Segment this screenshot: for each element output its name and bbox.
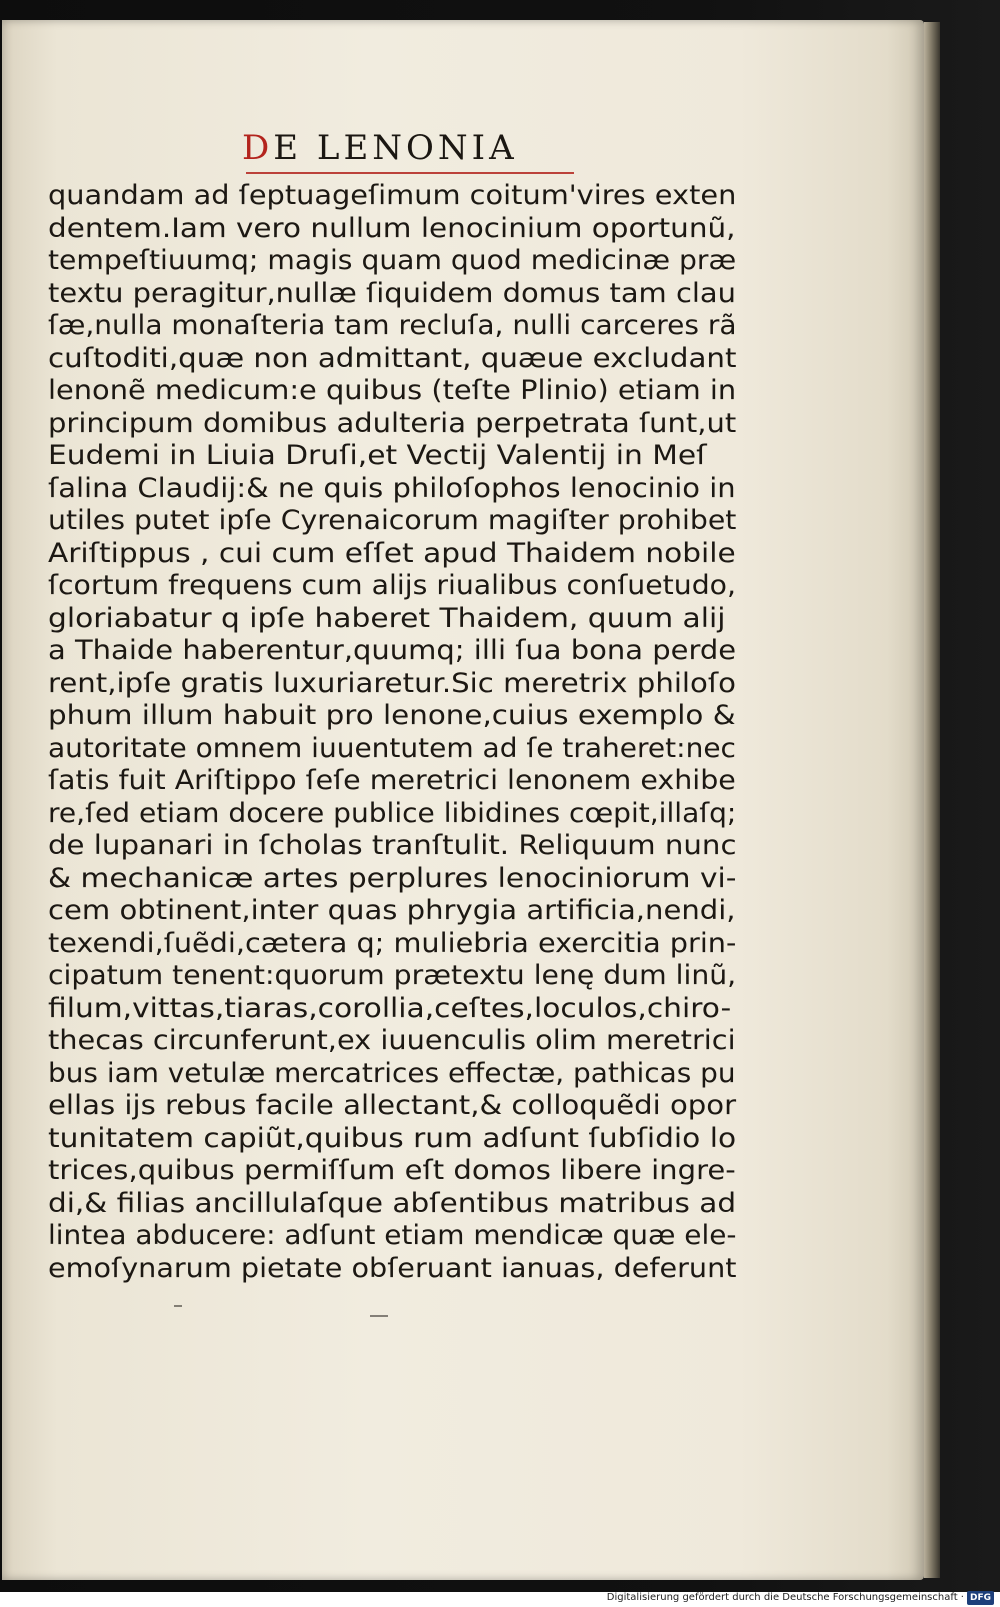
running-head-text: E LENONIA <box>273 128 518 168</box>
text-line: a Thaide haberentur,quumq; illi ſua bona perde <box>48 635 737 666</box>
ink-mark <box>370 1315 388 1317</box>
text-line: phum illum habuit pro lenone,cuius exemplo & <box>48 700 736 731</box>
text-line: quandam ad ſeptuageſimum coitum'vires exten <box>48 180 737 211</box>
text-line: textu peragitur,nullæ ſiquidem domus tam clau <box>48 277 736 309</box>
text-line: thecas circunferunt,ex iuuenculis olim meretrici <box>48 1025 736 1056</box>
text-line: tempeſtiuumq; magis quam quod medicinæ præ <box>48 245 737 276</box>
text-line: & mechanicæ artes perplures lenociniorum vi- <box>48 862 737 894</box>
text-line: cipatum tenent:quorum prætextu lenę dum linũ, <box>48 960 737 991</box>
text-line: ſcortum frequens cum alijs riualibus conſuetudo, <box>48 570 736 601</box>
text-line: autoritate omnem iuuentutem ad ſe traheret:nec <box>48 732 736 764</box>
text-line: di,& filias ancillulaſque abſentibus matribus ad <box>48 1187 737 1219</box>
text-line: rent,ipſe gratis luxuriaretur.Sic meretrix philoſo <box>48 667 736 699</box>
text-line: trices,quibus permiſſum eſt domos libere ingre- <box>48 1155 736 1186</box>
text-line: ſæ,nulla monaſteria tam recluſa, nulli carceres rã <box>48 310 737 341</box>
text-line: lintea abducere: adſunt etiam mendicæ quæ ele- <box>48 1220 737 1251</box>
page-edge <box>924 22 940 1578</box>
ink-mark <box>174 1305 182 1307</box>
text-line: ſatis fuit Ariſtippo ſeſe meretrici lenonem exhibe <box>48 765 736 796</box>
text-line: Ariſtippus , cui cum eſſet apud Thaidem nobile <box>48 537 736 569</box>
text-line: Eudemi in Liuia Druſi,et Vectij Valentij in Meſ <box>48 440 707 471</box>
dfg-logo: DFG <box>967 1591 994 1605</box>
credit-text: Digitalisierung gefördert durch die Deutsche Forschungsgemeinschaft · <box>606 1592 964 1603</box>
text-line: bus iam vetulæ mercatrices effectæ, pathicas pu <box>48 1057 736 1089</box>
text-line: principum domibus adulteria perpetrata ſunt,ut <box>48 407 737 439</box>
text-line: texendi,ſuẽdi,cætera q; muliebria exercitia prin- <box>48 927 737 959</box>
text-line: utiles putet ipſe Cyrenaicorum magiſter prohibet <box>48 505 737 536</box>
text-line: cem obtinent,inter quas phrygia artificia,nendi, <box>48 895 736 926</box>
text-line: lenonẽ medicum:e quibus (teſte Plinio) etiam in <box>48 375 737 406</box>
running-head <box>242 128 602 178</box>
text-line: cuſtoditi,quæ non admittant, quæue excludant <box>48 342 737 374</box>
text-line: gloriabatur q ipſe haberet Thaidem, quum alij <box>48 602 726 634</box>
text-line: ellas ijs rebus facile allectant,& colloquẽdi opor <box>48 1090 737 1121</box>
text-line: emoſynarum pietate obſeruant ianuas, deferunt <box>48 1252 737 1284</box>
text-line: tunitatem capiũt,quibus rum adſunt ſubſidio lo <box>48 1122 737 1154</box>
digitization-credit <box>607 1591 994 1605</box>
text-line: re,ſed etiam docere publice libidines cœpit,illaſq; <box>48 797 737 829</box>
book-page <box>2 20 924 1580</box>
text-block <box>48 180 738 1285</box>
text-line: de lupanari in ſcholas tranſtulit. Reliquum nunc <box>48 830 737 861</box>
running-head-rule <box>246 172 574 174</box>
text-line: filum,vittas,tiaras,corollia,ceſtes,loculos,chiro- <box>48 992 732 1024</box>
text-line: ſalina Claudij:& ne quis philoſophos lenocinio in <box>48 472 736 504</box>
rubricated-initial: D <box>242 128 274 168</box>
text-line: dentem.Iam vero nullum lenocinium oportunũ, <box>48 212 736 244</box>
